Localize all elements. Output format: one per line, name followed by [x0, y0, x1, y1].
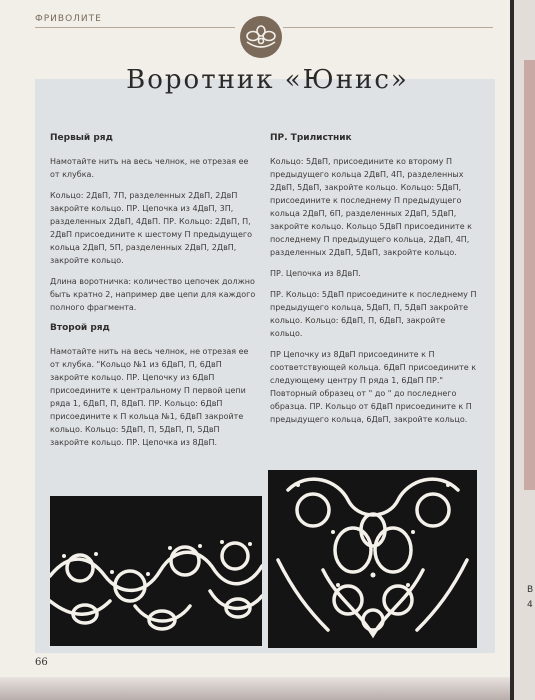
- facing-page-text: В: [527, 585, 534, 595]
- section-label: ФРИВОЛИТЕ: [35, 14, 102, 24]
- lace-photo-left: [50, 496, 262, 646]
- heading-first-row: Первый ряд: [50, 133, 113, 143]
- page-number: 66: [35, 657, 48, 668]
- page-bottom-edge: [0, 677, 510, 700]
- facing-page-panel: [524, 60, 535, 490]
- page-title: Воротник «Юнис»: [126, 65, 409, 95]
- paragraph: Намотайте нить на весь челнок, не отрезая ее от клубка. "Кольцо №1 из 6ДвП, П, 6ДвП закройте кольцо. ПР. Цепочку из 6ДвП присоедините к центральному П первой цепи ряда 1, 6ДвП, П, 8ДвП. ПР. Кольцо: 6ДвП присоедините к П кольца №1, 6ДвП закройте кольцо. Кольцо: 5ДвП, П, 5ДвП, П, 5ДвП закройте кольцо. ПР. Цепочка из 8ДвП.: [50, 347, 249, 447]
- paragraph: Длина воротничка: количество цепочек должно быть кратно 2, например две цепи для каждого полного фрагмента.: [50, 277, 256, 312]
- paragraph: Намотайте нить на весь челнок, не отрезая ее от клубка.: [50, 157, 249, 179]
- paragraph: Кольцо: 5ДвП, присоедините ко второму П предыдущего кольца 2ДвП, 4П, разделенных 2ДвП, 5ДвП, закройте кольцо. Кольцо: 5ДвП, присоедините к последнему П предыдущего кольца 2ДвП, 6П, разделенных 2ДвП, 5ДвП, закройте кольцо. Кольцо 5ДвП присоедините к последнему П предыдущего кольца, 2ДвП, 4П, разделенных 2ДвП, 5ДвП, закройте кольцо.: [270, 157, 473, 257]
- heading-second-row: Второй ряд: [50, 323, 110, 333]
- binding-shadow: [510, 0, 514, 700]
- lace-emblem-icon: [240, 16, 282, 58]
- header-rule-right: [283, 27, 493, 28]
- heading-trefoil: ПР. Трилистник: [270, 133, 352, 143]
- paragraph: ПР. Кольцо: 5ДвП присоедините к последнему П предыдущего кольца, 5ДвП, П, 5ДвП закройте кольцо. Кольцо: 6ДвП, П, 6ДвП, закройте кольцо.: [270, 290, 477, 338]
- paragraph: Кольцо: 2ДвП, 7П, разделенных 2ДвП, 2ДвП закройте кольцо. ПР. Цепочка из 4ДвП, 3П, разделенных 2ДвП, 4ДвП. ПР. Кольцо: 2ДвП, П, 2ДвП присоедините к шестому П предыдущего кольца 2ДвП, 5П, разделенных 2ДвП, 2ДвП, закройте кольцо.: [50, 191, 252, 265]
- right-column: [270, 132, 480, 434]
- header-rule-left: [35, 27, 235, 28]
- left-column: [50, 132, 260, 457]
- facing-page-edge: [510, 0, 535, 700]
- lace-photo-right: [268, 470, 477, 648]
- paragraph: ПР. Цепочка из 8ДвП.: [270, 269, 361, 278]
- paragraph: ПР Цепочку из 8ДвП присоедините к П соответствующей кольца. 6ДвП присоедините к следующему центру П ряда 1, 6ДвП ПР." Повторный образец от " до " до последнего образца. ПР. Кольцо от 6ДвП присоедините к П предыдущего кольца, 6ДвП, закройте кольцо.: [270, 350, 477, 424]
- facing-page-text: 4: [527, 600, 533, 610]
